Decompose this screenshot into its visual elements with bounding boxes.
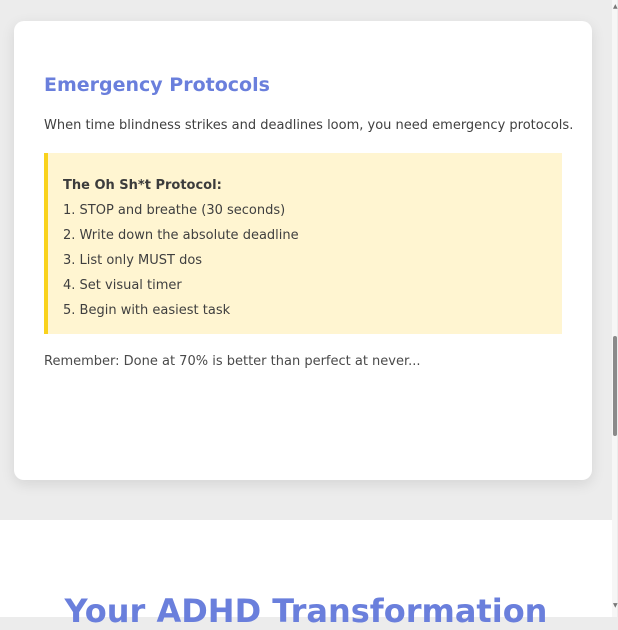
protocol-step: 5. Begin with easiest task — [63, 303, 231, 318]
page-scrollbar[interactable] — [612, 0, 617, 617]
protocol-step: 3. List only MUST dos — [63, 253, 203, 268]
card-title: Emergency Protocols — [44, 74, 270, 96]
scroll-up-icon[interactable]: ▲ — [613, 3, 618, 10]
scroll-down-icon[interactable]: ▼ — [613, 602, 618, 609]
transformation-heading: Your ADHD Transformation — [64, 592, 548, 630]
emergency-protocols-card — [14, 21, 592, 480]
scrollbar-thumb[interactable] — [613, 336, 617, 436]
reminder-text: Remember: Done at 70% is better than perfect at never... — [44, 354, 421, 369]
protocol-step: 2. Write down the absolute deadline — [63, 228, 299, 243]
protocol-callout — [44, 153, 562, 334]
protocol-title: The Oh Sh*t Protocol: — [63, 178, 222, 193]
card-intro-text: When time blindness strikes and deadlines loom, you need emergency protocols. — [44, 118, 574, 133]
protocol-step: 4. Set visual timer — [63, 278, 182, 293]
protocol-step: 1. STOP and breathe (30 seconds) — [63, 203, 286, 218]
transformation-section — [0, 520, 612, 630]
